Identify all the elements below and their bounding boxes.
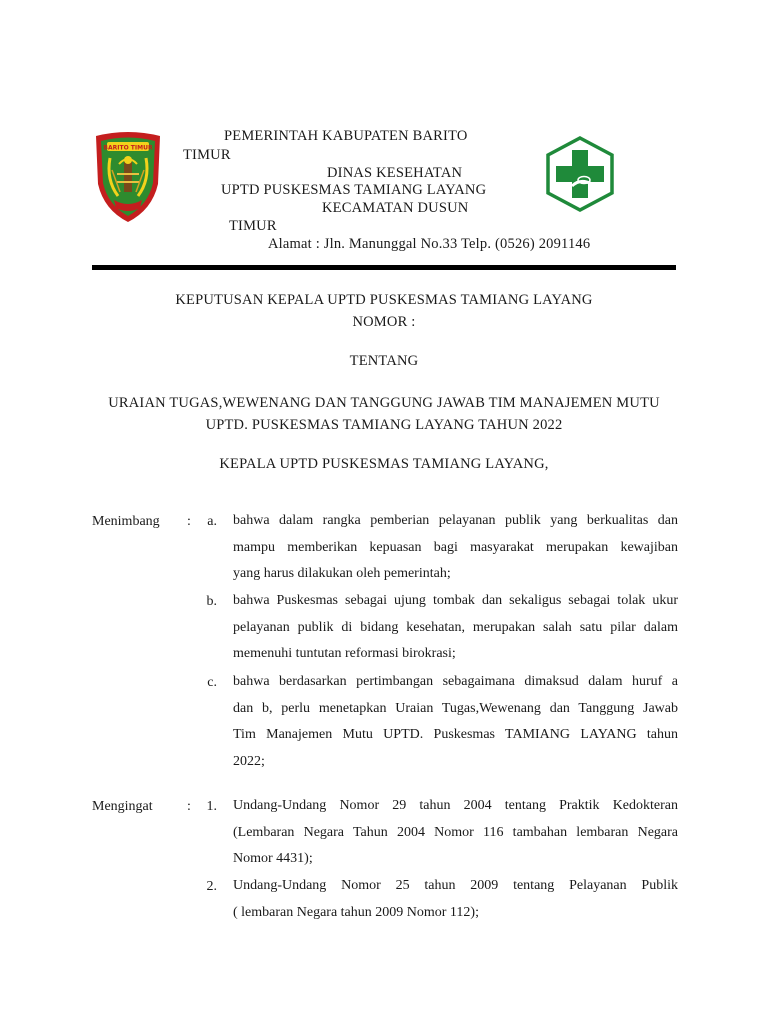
paragraph-line: 2022;: [233, 753, 265, 769]
section-label-menimbang: Menimbang: [92, 514, 160, 529]
paragraph-line: dan b, perlu menetapkan Uraian Tugas,Wewenang dan Tanggung Jawab: [233, 700, 678, 716]
health-cross-icon: [542, 136, 618, 212]
header-address: Alamat : Jln. Manunggal No.33 Telp. (0526) 2091146: [268, 236, 591, 252]
paragraph-line: Undang-Undang Nomor 29 tahun 2004 tentang Praktik Kedokteran: [233, 798, 678, 813]
section-colon: :: [187, 514, 191, 529]
paragraph-line: bahwa berdasarkan pertimbangan sebagaimana dimaksud dalam huruf a: [233, 674, 678, 689]
paragraph-line: ( lembaran Negara tahun 2009 Nomor 112);: [233, 904, 479, 920]
paragraph-line: bahwa dalam rangka pemberian pelayanan publik yang berkualitas dan: [233, 513, 678, 528]
section-colon: :: [187, 799, 191, 814]
section-label-mengingat: Mengingat: [92, 799, 153, 814]
decree-subject-line-2: UPTD. PUSKESMAS TAMIANG LAYANG TAHUN 2022: [205, 417, 563, 433]
header-line-region: TIMUR: [183, 147, 231, 163]
item-mark: b.: [206, 594, 217, 609]
paragraph-line: pelayanan publik di bidang kesehatan, merupakan salah satu pilar dalam: [233, 619, 678, 635]
header-line-unit: UPTD PUSKESMAS TAMIANG LAYANG: [221, 182, 487, 198]
item-mark: 2.: [206, 879, 217, 894]
paragraph-line: yang harus dilakukan oleh pemerintah;: [233, 566, 451, 581]
menimbang-item-a: [233, 508, 678, 588]
paragraph-line: Nomor 4431);: [233, 851, 313, 866]
regency-crest-icon: [92, 130, 164, 224]
paragraph-line: (Lembaran Negara Tahun 2004 Nomor 116 tambahan lembaran Negara: [233, 824, 678, 840]
mengingat-item-1: [233, 793, 678, 873]
decree-number: NOMOR :: [352, 314, 416, 330]
item-mark: 1.: [206, 799, 217, 814]
crest-banner-text: BARITO TIMUR: [103, 144, 153, 152]
paragraph-line: memenuhi tuntutan reformasi birokrasi;: [233, 646, 456, 661]
paragraph-line: Undang-Undang Nomor 25 tahun 2009 tentang Pelayanan Publik: [233, 878, 678, 893]
header-line-district: KECAMATAN DUSUN: [322, 200, 469, 216]
menimbang-item-c: [233, 669, 678, 775]
paragraph-line: Tim Manajemen Mutu UPTD. Puskesmas TAMIANG LAYANG tahun: [233, 727, 678, 742]
header-line-district-2: TIMUR: [229, 218, 277, 234]
paragraph-line: mampu memberikan kepuasan bagi masyarakat merupakan kewajiban: [233, 539, 678, 555]
decree-issuer: KEPALA UPTD PUSKESMAS TAMIANG LAYANG,: [219, 456, 549, 472]
decree-subject-line-1: URAIAN TUGAS,WEWENANG DAN TANGGUNG JAWAB TIM MANAJEMEN MUTU: [108, 395, 660, 411]
item-mark: a.: [207, 514, 217, 529]
menimbang-item-b: [233, 588, 678, 668]
item-mark: c.: [207, 675, 217, 690]
decree-tentang: TENTANG: [349, 353, 419, 369]
mengingat-item-2: [233, 873, 678, 926]
header-line-government: PEMERINTAH KABUPATEN BARITO: [224, 128, 468, 144]
header-divider: [92, 265, 676, 270]
header-line-department: DINAS KESEHATAN: [327, 165, 463, 181]
decree-title: KEPUTUSAN KEPALA UPTD PUSKESMAS TAMIANG LAYANG: [175, 292, 593, 308]
paragraph-line: bahwa Puskesmas sebagai ujung tombak dan sekaligus sebagai tolak ukur: [233, 593, 678, 608]
